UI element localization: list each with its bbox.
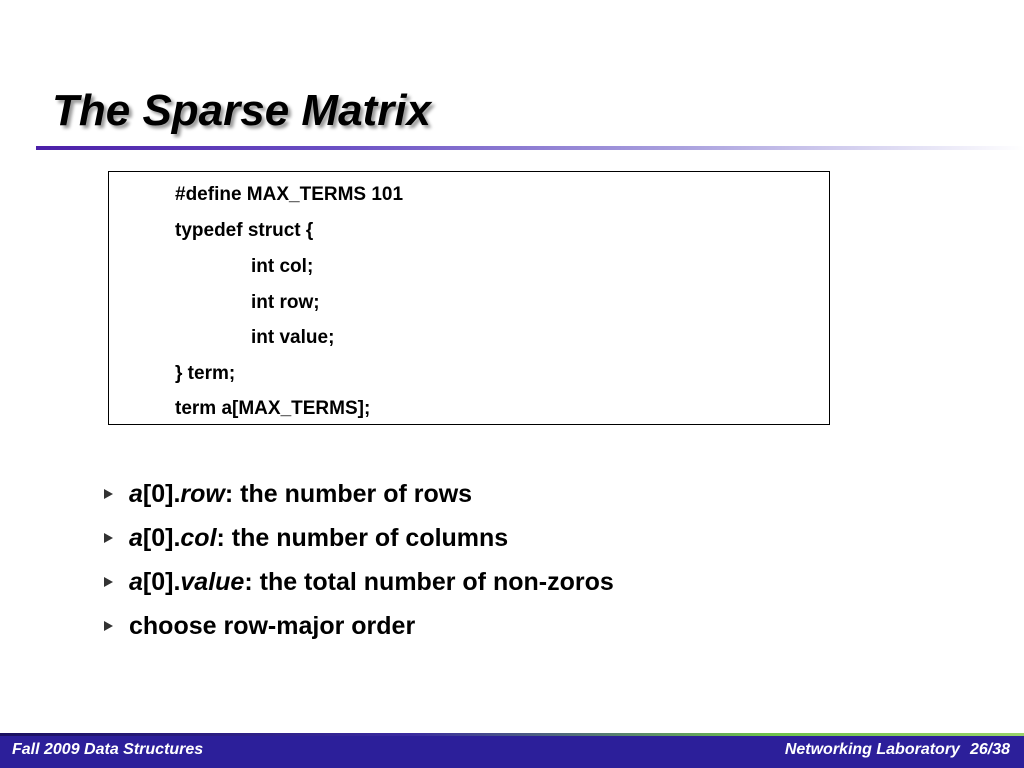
bullet-var: a [129, 524, 143, 552]
bullet-index: [0]. [142, 568, 181, 596]
code-line: term a[MAX_TERMS]; [175, 398, 371, 419]
code-line: int col; [251, 256, 314, 277]
triangle-bullet-icon [104, 621, 113, 631]
slide-footer [0, 733, 1024, 768]
bullet-text: : the number of rows [224, 480, 473, 508]
bullet-item [104, 476, 472, 512]
bullet-var: a [129, 480, 143, 508]
code-box [108, 171, 830, 425]
page-number: 26/38 [969, 741, 1010, 758]
code-line: int value; [251, 327, 335, 348]
bullet-index: [0]. [142, 480, 181, 508]
bullet-text: : the total number of non-zoros [244, 568, 614, 596]
code-line: #define MAX_TERMS 101 [175, 184, 404, 205]
bullet-field: col [180, 524, 217, 552]
title-divider [36, 146, 1024, 150]
slide-title: The Sparse Matrix [52, 86, 432, 135]
code-line: typedef struct { [175, 220, 314, 241]
triangle-bullet-icon [104, 533, 113, 543]
triangle-bullet-icon [104, 489, 113, 499]
bullet-text: choose row-major order [129, 612, 416, 640]
bullet-field: value [180, 568, 245, 596]
lab-label: Networking Laboratory [784, 741, 960, 758]
bullet-var: a [129, 568, 143, 596]
code-line: } term; [175, 363, 236, 384]
bullet-item [104, 520, 508, 556]
bullet-text: : the number of columns [216, 524, 509, 552]
bullet-field: row [180, 480, 225, 508]
footer-accent-line [0, 733, 1024, 736]
footer-right [785, 741, 1010, 759]
bullet-item [104, 564, 614, 600]
bullet-item [104, 608, 415, 644]
bullet-index: [0]. [142, 524, 181, 552]
course-label: Fall 2009 Data Structures [12, 741, 204, 758]
triangle-bullet-icon [104, 577, 113, 587]
code-line: int row; [251, 292, 320, 313]
